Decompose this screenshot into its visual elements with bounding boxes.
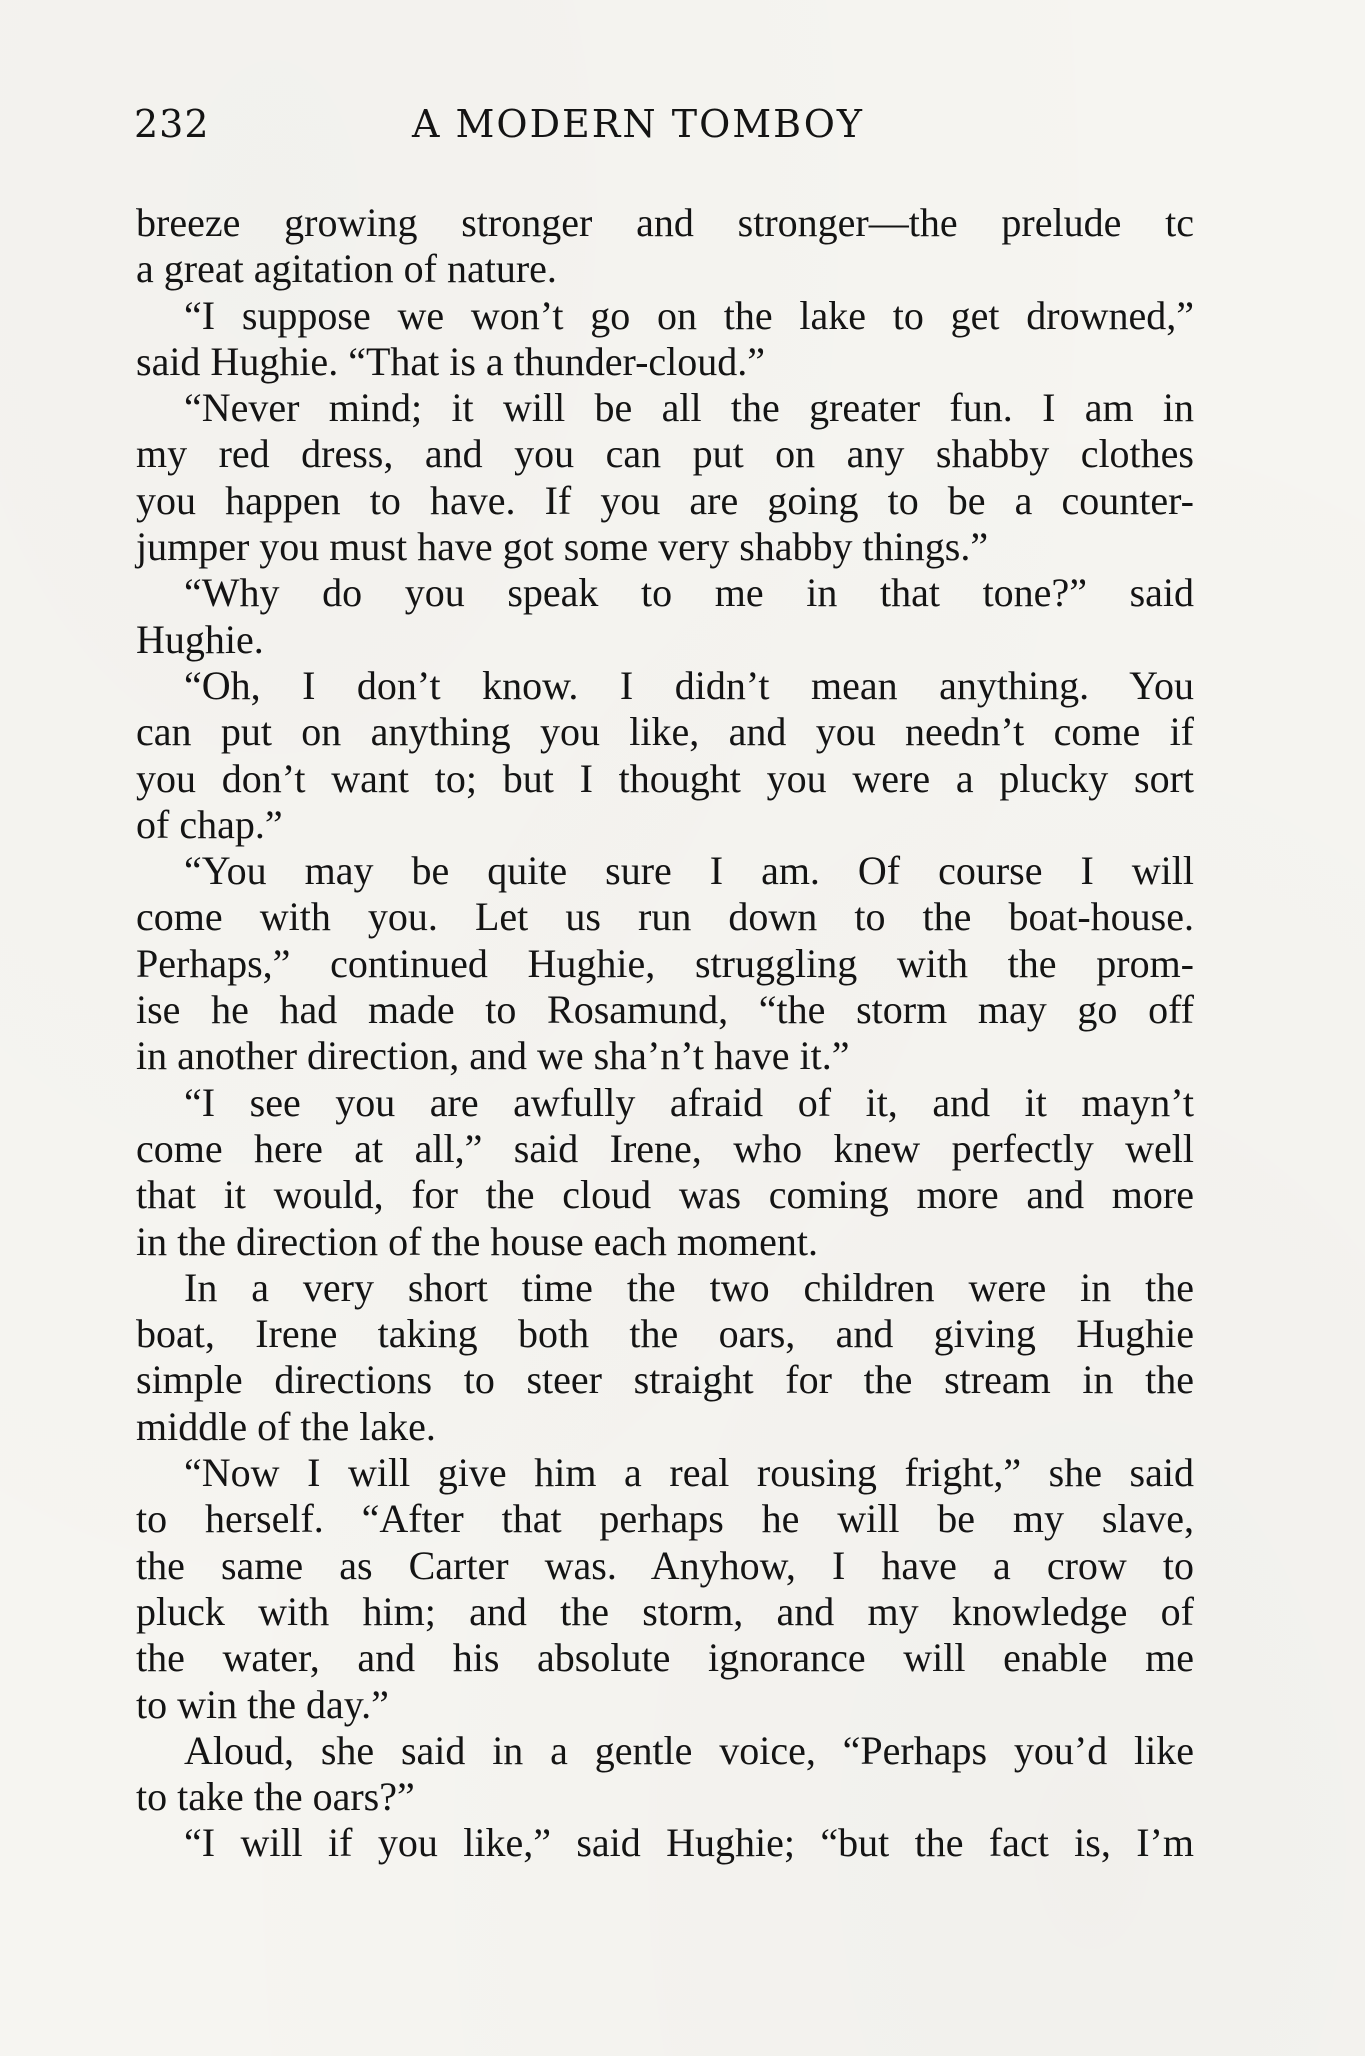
text-line: boat, Irene taking both the oars, and giving Hughie (136, 1311, 1194, 1357)
text-line: can put on anything you like, and you needn’t come if (136, 709, 1194, 755)
text-line: to win the day.” (136, 1681, 389, 1727)
text-line: “Never mind; it will be all the greater fun. I am in (184, 385, 1194, 431)
text-line: Hughie. (136, 616, 264, 662)
text-line: in another direction, and we sha’n’t have it.” (136, 1033, 850, 1079)
text-line: “Why do you speak to me in that tone?” said (184, 570, 1194, 616)
text-line: come with you. Let us run down to the boat-house. (136, 894, 1194, 940)
text-line: said Hughie. “That is a thunder-cloud.” (136, 338, 766, 384)
text-line: ise he had made to Rosamund, “the storm may go off (136, 987, 1194, 1033)
text-line: “You may be quite sure I am. Of course I will (184, 848, 1194, 894)
text-line: to take the oars?” (136, 1774, 415, 1820)
text-line: “I suppose we won’t go on the lake to get drowned,” (184, 292, 1194, 338)
text-line: of chap.” (136, 801, 283, 847)
text-line: middle of the lake. (136, 1403, 436, 1449)
text-line: a great agitation of nature. (136, 246, 557, 292)
text-line: In a very short time the two children were in the (184, 1264, 1194, 1310)
text-line: come here at all,” said Irene, who knew perfectly well (136, 1125, 1194, 1171)
running-head (0, 102, 1365, 158)
text-line: simple directions to steer straight for the stream in the (136, 1357, 1194, 1403)
text-line: my red dress, and you can put on any shabby clothes (136, 431, 1194, 477)
text-line: jumper you must have got some very shabby things.” (136, 524, 989, 570)
text-line: you happen to have. If you are going to be a counter- (136, 477, 1194, 523)
text-line: the water, and his absolute ignorance will enable me (136, 1635, 1194, 1681)
text-line: the same as Carter was. Anyhow, I have a crow to (136, 1542, 1194, 1588)
text-line: in the direction of the house each moment. (136, 1218, 819, 1264)
text-line: to herself. “After that perhaps he will be my slave, (136, 1496, 1194, 1542)
text-line: Perhaps,” continued Hughie, struggling with the prom- (136, 940, 1194, 986)
text-line: “I see you are awfully afraid of it, and it mayn’t (184, 1079, 1194, 1125)
text-line: “I will if you like,” said Hughie; “but the fact is, I’m (184, 1820, 1194, 1866)
text-line: Aloud, she said in a gentle voice, “Perhaps you’d like (184, 1727, 1194, 1773)
text-line: that it would, for the cloud was coming more and more (136, 1172, 1194, 1218)
text-line: “Oh, I don’t know. I didn’t mean anything. You (184, 662, 1194, 708)
text-line: you don’t want to; but I thought you were a plucky sort (136, 755, 1194, 801)
book-title: A MODERN TOMBOY (412, 102, 865, 146)
page-number: 232 (134, 102, 210, 146)
text-line: “Now I will give him a real rousing fright,” she said (184, 1450, 1194, 1496)
text-line: pluck with him; and the storm, and my knowledge of (136, 1588, 1194, 1634)
body-text (136, 200, 1194, 1867)
text-line: breeze growing stronger and stronger—the prelude tc (136, 200, 1194, 245)
